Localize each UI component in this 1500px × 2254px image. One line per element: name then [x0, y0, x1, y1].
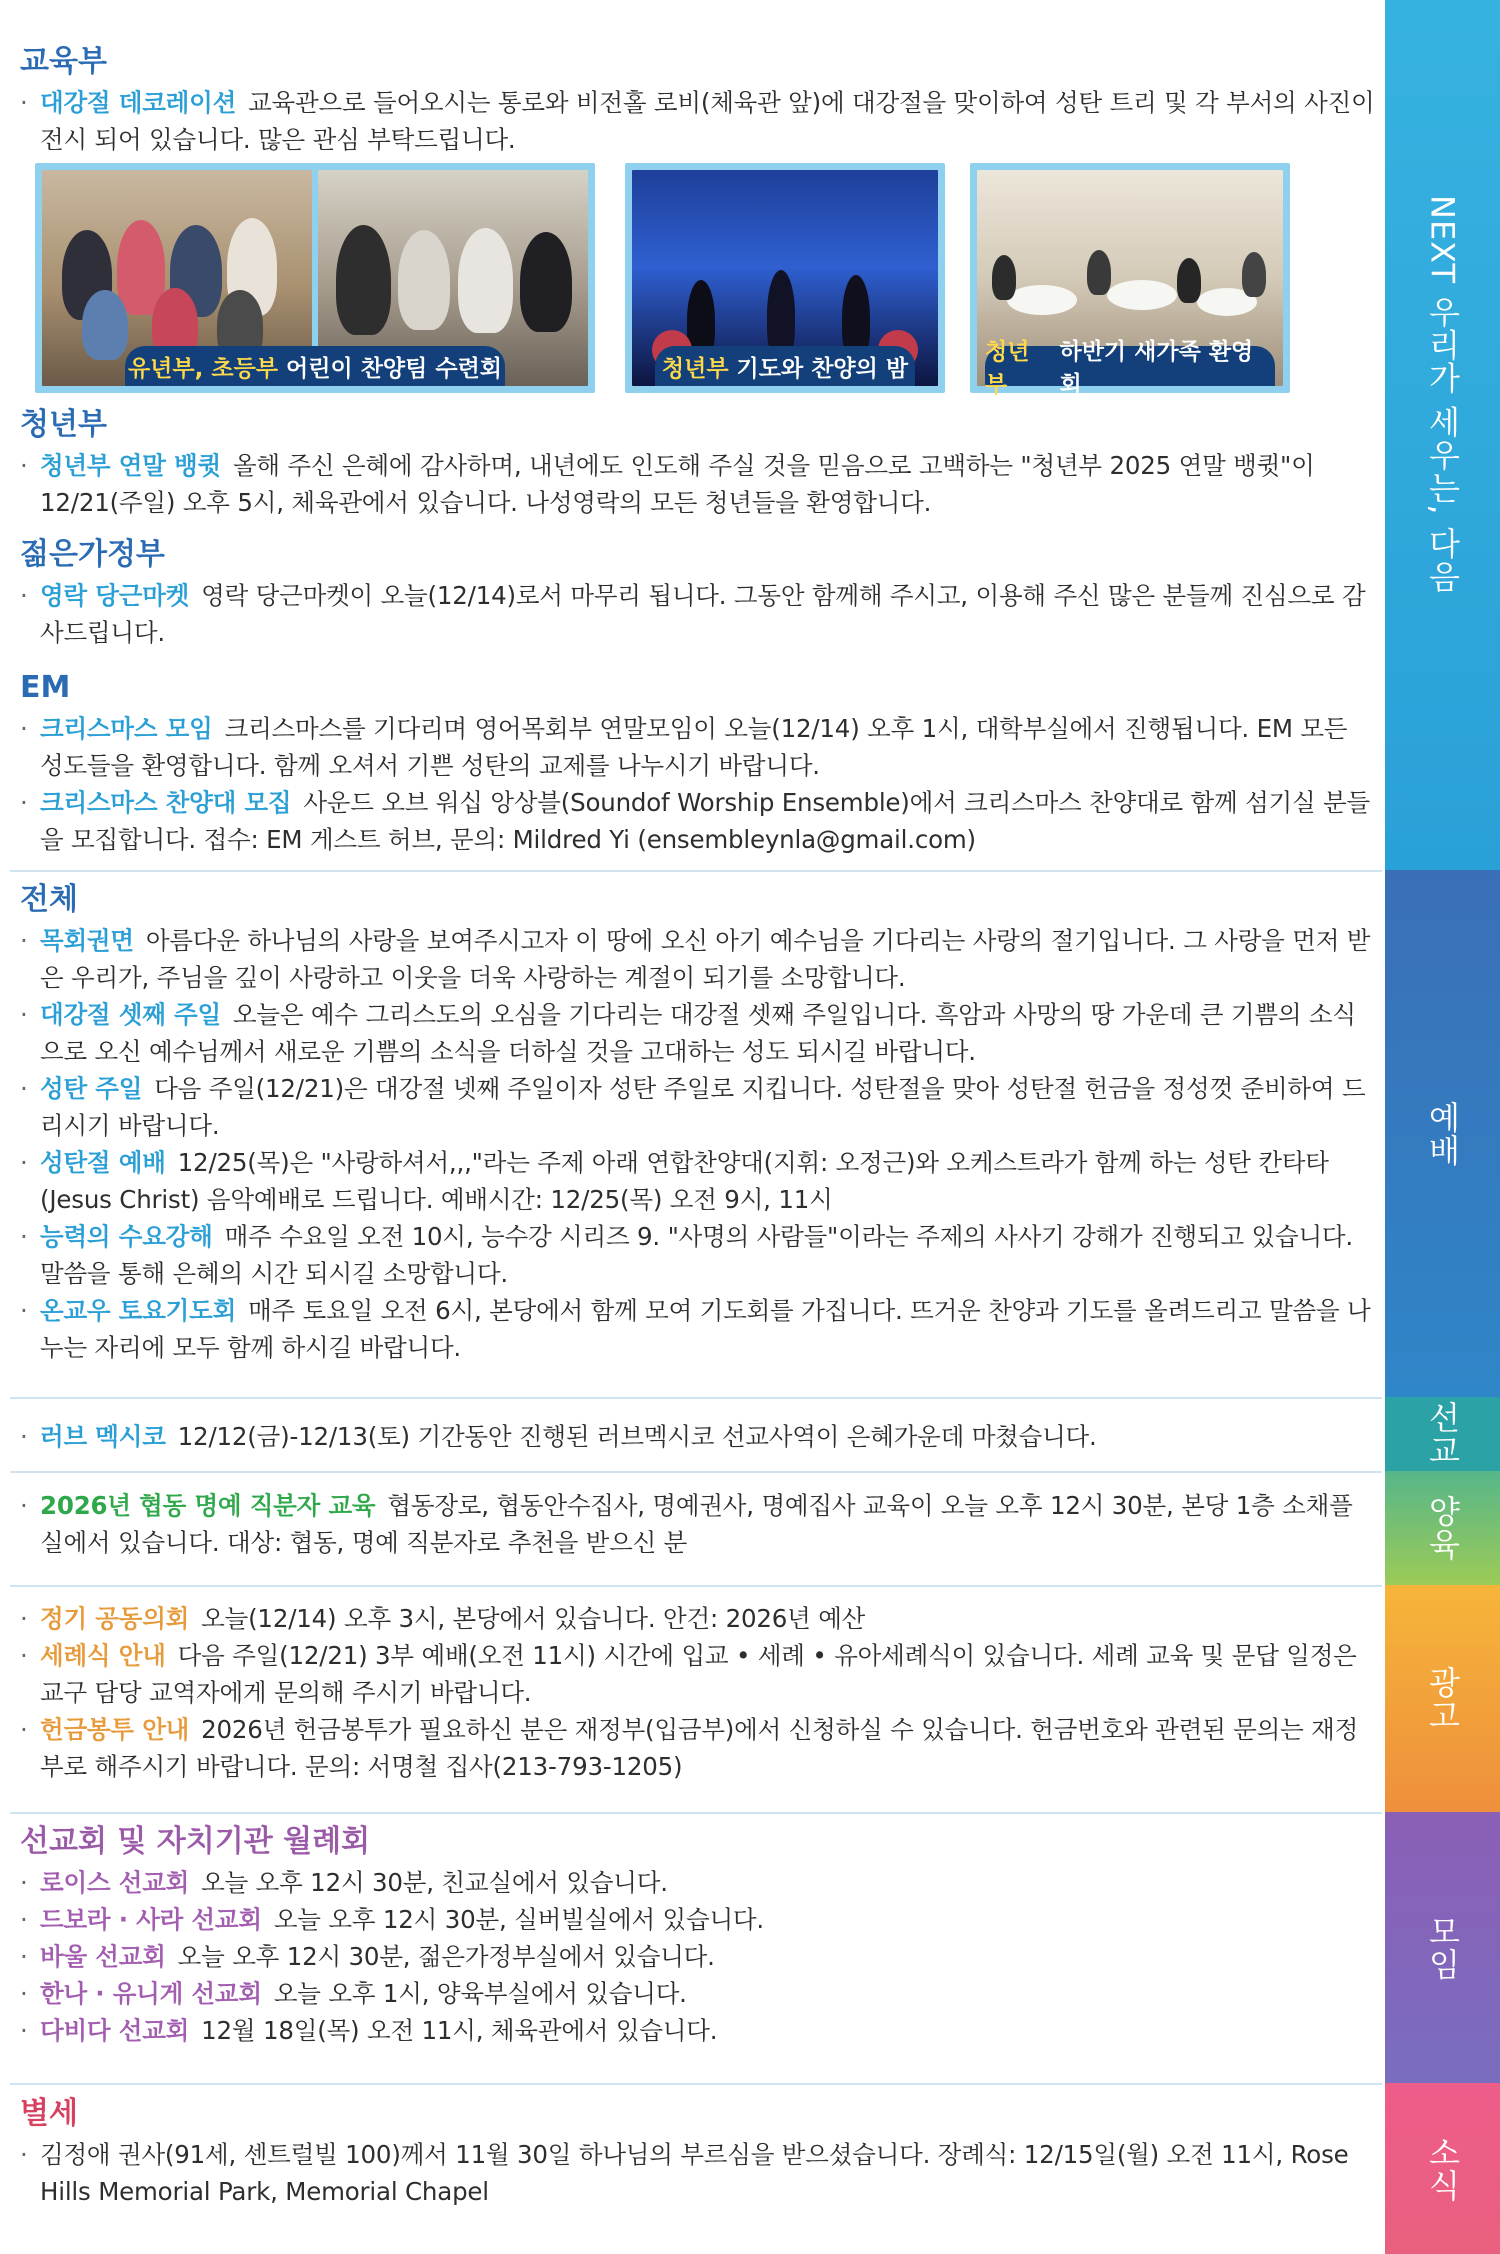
item-text: 올해 주신 은혜에 감사하며, 내년에도 인도해 주실 것을 믿음으로 고백하는 "청년부 2025 연말 뱅큇"이 12/21(주일) 오후 5시, 체육관에서 있습니다. 나성영락의 모든 청년들을 환영합니다. — [40, 451, 1315, 517]
tab-news[interactable] — [1385, 2083, 1500, 2254]
notice-section — [20, 1600, 1375, 1785]
tab-nurture[interactable] — [1385, 1471, 1500, 1585]
item-text: 교육관으로 들어오시는 통로와 비전홀 로비(체육관 앞)에 대강절을 맞이하여 성탄 트리 및 각 부서의 사진이 전시 되어 있습니다. 많은 관심 부탁드립니다. — [40, 88, 1375, 154]
item-text: 12/12(금)-12/13(토) 기간동안 진행된 러브멕시코 선교사역이 은혜가운데 마쳤습니다. — [177, 1422, 1097, 1451]
item-text: 오늘은 예수 그리스도의 오심을 기다리는 대강절 셋째 주일입니다. 흑암과 사망의 땅 가운데 큰 기쁨의 소식으로 오신 예수님께서 새로운 기쁨의 소식을 더하실 것을 고대하는 성도 되시길 바랍니다. — [40, 1000, 1356, 1066]
list-item: · 능력의 수요강해 매주 수요일 오전 10시, 능수강 시리즈 9. "사명의 사람들"이라는 주제의 사사기 강해가 진행되고 있습니다. 말씀을 통해 은혜의 시간 되시길 소망합니다. — [20, 1222, 1353, 1288]
photo-frame-kids — [35, 163, 595, 393]
tab-worship[interactable] — [1385, 870, 1500, 1397]
item-text: 2026년 헌금봉투가 필요하신 분은 재정부(입금부)에서 신청하실 수 있습니다. 헌금번호와 관련된 문의는 재정부로 해주시기 바랍니다. 문의: 서명철 집사(213-793-1205) — [40, 1715, 1359, 1781]
item-keyword: 헌금봉투 안내 — [40, 1715, 190, 1744]
item-keyword: 정기 공동의회 — [40, 1604, 190, 1633]
all-title: 전체 — [20, 882, 78, 917]
list-item: · 목회권면 아름다운 하나님의 사랑을 보여주시고자 이 땅에 오신 아기 예수님을 기다리는 사랑의 절기입니다. 그 사랑을 먼저 받은 우리가, 주님을 깊이 사랑하고 이웃을 더욱 사랑하는 계절이 되기를 소망합니다. — [20, 926, 1371, 992]
photo-frame-youth-welcome — [970, 163, 1290, 398]
list-item: · 영락 당근마켓 영락 당근마켓이 오늘(12/14)로서 마무리 됩니다. 그동안 함께해 주시고, 이용해 주신 많은 분들께 진심으로 감사드립니다. — [20, 581, 1366, 647]
item-text: 오늘 오후 1시, 양육부실에서 있습니다. — [273, 1979, 687, 2008]
young-family-section — [20, 535, 1375, 651]
item-text: 아름다운 하나님의 사랑을 보여주시고자 이 땅에 오신 아기 예수님을 기다리는 사랑의 절기입니다. 그 사랑을 먼저 받은 우리가, 주님을 깊이 사랑하고 이웃을 더욱 사랑하는 계절이 되기를 소망합니다. — [40, 926, 1371, 992]
section-divider — [10, 870, 1382, 872]
list-item: · 김정애 권사(91세, 센트럴빌 100)께서 11월 30일 하나님의 부르심을 받으셨습니다. 장례식: 12/15일(월) 오전 11시, Rose Hills Memorial Park, Memorial Chapel — [20, 2140, 1349, 2206]
list-item: · 청년부 연말 뱅큇 올해 주신 은혜에 감사하며, 내년에도 인도해 주실 것을 믿음으로 고백하는 "청년부 2025 연말 뱅큇"이 12/21(주일) 오후 5시, 체육관에서 있습니다. 나성영락의 모든 청년들을 환영합니다. — [20, 451, 1315, 517]
item-text: 오늘 오후 12시 30분, 실버빌실에서 있습니다. — [273, 1905, 764, 1934]
photo-caption-youth-worship: 청년부 기도와 찬양의 밤 — [655, 346, 915, 386]
item-text: 김정애 권사(91세, 센트럴빌 100)께서 11월 30일 하나님의 부르심을 받으셨습니다. 장례식: 12/15일(월) 오전 11시, Rose Hills Memorial Park, Memorial Chapel — [40, 2140, 1349, 2206]
item-keyword: 청년부 연말 뱅큇 — [40, 451, 221, 480]
item-text: 협동장로, 협동안수집사, 명예권사, 명예집사 교육이 오늘 오후 12시 30분, 본당 1층 소채플실에서 있습니다. 대상: 협동, 명예 직분자로 추천을 받으신 분 — [40, 1491, 1353, 1557]
list-item: · 크리스마스 모임 크리스마스를 기다리며 영어목회부 연말모임이 오늘(12/14) 오후 1시, 대학부실에서 진행됩니다. EM 모든 성도들을 환영합니다. 함께 오셔서 기쁜 성탄의 교제를 나누시기 바랍니다. — [20, 714, 1348, 780]
meetings-title: 선교회 및 자치기관 월례회 — [20, 1824, 371, 1859]
list-item: · 성탄 주일 다음 주일(12/21)은 대강절 넷째 주일이자 성탄 주일로 지킵니다. 성탄절을 맞아 성탄절 헌금을 정성껏 준비하여 드리시기 바랍니다. — [20, 1074, 1366, 1140]
list-item: · 대강절 데코레이션 교육관으로 들어오시는 통로와 비전홀 로비(체육관 앞)에 대강절을 맞이하여 성탄 트리 및 각 부서의 사진이 전시 되어 있습니다. 많은 관심 부탁드립니다. — [20, 88, 1375, 154]
photo-frame-youth-worship — [625, 163, 945, 393]
tab-label: NEXT 우리가 세우는, 다음 — [1423, 195, 1462, 593]
item-keyword: 성탄절 예배 — [40, 1148, 166, 1177]
item-text: 영락 당근마켓이 오늘(12/14)로서 마무리 됩니다. 그동안 함께해 주시고, 이용해 주신 많은 분들께 진심으로 감사드립니다. — [40, 581, 1366, 647]
tab-label: 예배 — [1423, 1100, 1462, 1167]
item-keyword: 성탄 주일 — [40, 1074, 143, 1103]
list-item: · 다비다 선교회 12월 18일(목) 오전 11시, 체육관에서 있습니다. — [20, 2016, 718, 2045]
item-text: 크리스마스를 기다리며 영어목회부 연말모임이 오늘(12/14) 오후 1시, 대학부실에서 진행됩니다. EM 모든 성도들을 환영합니다. 함께 오셔서 기쁜 성탄의 교제를 나누시기 바랍니다. — [40, 714, 1348, 780]
education-section — [20, 42, 1375, 158]
section-divider — [10, 2083, 1382, 2085]
tab-notice[interactable] — [1385, 1585, 1500, 1812]
list-item: · 온교우 토요기도회 매주 토요일 오전 6시, 본당에서 함께 모여 기도회를 가집니다. 뜨거운 찬양과 기도를 올려드리고 말씀을 나누는 자리에 모두 함께 하시길 바랍니다. — [20, 1296, 1371, 1362]
item-text: 오늘 오후 12시 30분, 친교실에서 있습니다. — [201, 1868, 668, 1897]
item-keyword: 러브 멕시코 — [40, 1422, 166, 1451]
section-divider — [10, 1812, 1382, 1814]
item-text: 12월 18일(목) 오전 11시, 체육관에서 있습니다. — [201, 2016, 718, 2045]
tab-next[interactable] — [1385, 0, 1500, 870]
list-item: · 정기 공동의회 오늘(12/14) 오후 3시, 본당에서 있습니다. 안건: 2026년 예산 — [20, 1604, 866, 1633]
list-item: · 로이스 선교회 오늘 오후 12시 30분, 친교실에서 있습니다. — [20, 1868, 668, 1897]
item-text: 12/25(목)은 "사랑하셔서,,,"라는 주제 아래 연합찬양대(지휘: 오정근)와 오케스트라가 함께 하는 성탄 칸타타(Jesus Christ) 음악예배로 드립니다. 예배시간: 12/25(목) 오전 9시, 11시 — [40, 1148, 1329, 1214]
tab-meetings[interactable] — [1385, 1812, 1500, 2083]
photo-caption-youth-welcome: 청년부 하반기 새가족 환영회 — [985, 346, 1275, 386]
item-text: 다음 주일(12/21)은 대강절 넷째 주일이자 성탄 주일로 지킵니다. 성탄절을 맞아 성탄절 헌금을 정성껏 준비하여 드리시기 바랍니다. — [40, 1074, 1366, 1140]
list-item: · 크리스마스 찬양대 모집 사운드 오브 워십 앙상블(Soundof Worship Ensemble)에서 크리스마스 찬양대로 함께 섬기실 분들을 모집합니다. 접수: EM 게스트 허브, 문의: Mildred Yi (ensembleynla@gmail.com) — [20, 788, 1371, 854]
tab-label: 선교 — [1423, 1401, 1462, 1467]
item-keyword: 바울 선교회 — [40, 1942, 166, 1971]
item-text: 매주 토요일 오전 6시, 본당에서 함께 모여 기도회를 가집니다. 뜨거운 찬양과 기도를 올려드리고 말씀을 나누는 자리에 모두 함께 하시길 바랍니다. — [40, 1296, 1371, 1362]
item-keyword: 한나 · 유니게 선교회 — [40, 1979, 262, 2008]
item-keyword: 대강절 데코레이션 — [40, 88, 237, 117]
item-keyword: 영락 당근마켓 — [40, 581, 190, 610]
nurture-section — [20, 1487, 1375, 1561]
youth-section — [20, 405, 1375, 521]
item-keyword: 대강절 셋째 주일 — [40, 1000, 221, 1029]
em-title: EM — [20, 670, 71, 705]
item-keyword: 크리스마스 모임 — [40, 714, 213, 743]
tab-label: 광고 — [1423, 1665, 1462, 1732]
tab-label: 양육 — [1423, 1495, 1462, 1561]
em-section — [20, 668, 1375, 858]
item-text: 다음 주일(12/21) 3부 예배(오전 11시) 시간에 입교 • 세례 • 유아세례식이 있습니다. 세례 교육 및 문답 일정은 교구 담당 교역자에게 문의해 주시기 바랍니다. — [40, 1641, 1357, 1707]
item-keyword: 크리스마스 찬양대 모집 — [40, 788, 292, 817]
list-item: · 성탄절 예배 12/25(목)은 "사랑하셔서,,,"라는 주제 아래 연합찬양대(지휘: 오정근)와 오케스트라가 함께 하는 성탄 칸타타(Jesus Christ) 음악예배로 드립니다. 예배시간: 12/25(목) 오전 9시, 11시 — [20, 1148, 1329, 1214]
list-item: · 바울 선교회 오늘 오후 12시 30분, 젊은가정부실에서 있습니다. — [20, 1942, 715, 1971]
all-section — [20, 880, 1375, 1366]
section-divider — [10, 1471, 1382, 1473]
education-title: 교육부 — [20, 44, 107, 79]
list-item: · 드보라 · 사라 선교회 오늘 오후 12시 30분, 실버빌실에서 있습니다. — [20, 1905, 764, 1934]
list-item: · 러브 멕시코 12/12(금)-12/13(토) 기간동안 진행된 러브멕시코 선교사역이 은혜가운데 마쳤습니다. — [20, 1422, 1097, 1451]
list-item: · 헌금봉투 안내 2026년 헌금봉투가 필요하신 분은 재정부(입금부)에서 신청하실 수 있습니다. 헌금번호와 관련된 문의는 재정부로 해주시기 바랍니다. 문의: 서명철 집사(213-793-1205) — [20, 1715, 1359, 1781]
item-keyword: 온교우 토요기도회 — [40, 1296, 237, 1325]
item-text: 매주 수요일 오전 10시, 능수강 시리즈 9. "사명의 사람들"이라는 주제의 사사기 강해가 진행되고 있습니다. 말씀을 통해 은혜의 시간 되시길 소망합니다. — [40, 1222, 1353, 1288]
photo-caption-kids: 유년부, 초등부 어린이 찬양팀 수련회 — [125, 346, 505, 386]
list-item: · 대강절 셋째 주일 오늘은 예수 그리스도의 오심을 기다리는 대강절 셋째 주일입니다. 흑암과 사망의 땅 가운데 큰 기쁨의 소식으로 오신 예수님께서 새로운 기쁨의 소식을 더하실 것을 고대하는 성도 되시길 바랍니다. — [20, 1000, 1356, 1066]
tab-label: 소식 — [1423, 2135, 1462, 2202]
list-item: · 세례식 안내 다음 주일(12/21) 3부 예배(오전 11시) 시간에 입교 • 세례 • 유아세례식이 있습니다. 세례 교육 및 문답 일정은 교구 담당 교역자에게 문의해 주시기 바랍니다. — [20, 1641, 1357, 1707]
youth-title: 청년부 — [20, 407, 107, 442]
item-keyword: 목회권면 — [40, 926, 134, 955]
tab-mission[interactable] — [1385, 1397, 1500, 1471]
category-sidebar — [1385, 0, 1500, 2254]
meetings-section — [20, 1822, 1375, 2049]
item-text: 사운드 오브 워십 앙상블(Soundof Worship Ensemble)에서 크리스마스 찬양대로 함께 섬기실 분들을 모집합니다. 접수: EM 게스트 허브, 문의: Mildred Yi (ensembleynla@gmail.com) — [40, 788, 1371, 854]
tab-label: 모임 — [1423, 1914, 1462, 1981]
item-keyword: 다비다 선교회 — [40, 2016, 190, 2045]
item-keyword: 로이스 선교회 — [40, 1868, 190, 1897]
item-keyword: 능력의 수요강해 — [40, 1222, 213, 1251]
list-item: · 한나 · 유니게 선교회 오늘 오후 1시, 양육부실에서 있습니다. — [20, 1979, 687, 2008]
mission-section — [20, 1418, 1375, 1455]
section-divider — [10, 1397, 1382, 1399]
list-item: · 2026년 협동 명예 직분자 교육 협동장로, 협동안수집사, 명예권사, 명예집사 교육이 오늘 오후 12시 30분, 본당 1층 소채플실에서 있습니다. 대상: 협동, 명예 직분자로 추천을 받으신 분 — [20, 1491, 1353, 1557]
obituary-section — [20, 2094, 1375, 2210]
item-text: 오늘 오후 12시 30분, 젊은가정부실에서 있습니다. — [177, 1942, 715, 1971]
item-keyword: 드보라 · 사라 선교회 — [40, 1905, 262, 1934]
obituary-title: 별세 — [20, 2096, 78, 2131]
item-text: 오늘(12/14) 오후 3시, 본당에서 있습니다. 안건: 2026년 예산 — [201, 1604, 866, 1633]
item-keyword: 세례식 안내 — [40, 1641, 166, 1670]
young-family-title: 젊은가정부 — [20, 537, 165, 572]
section-divider — [10, 1585, 1382, 1587]
item-keyword: 2026년 협동 명예 직분자 교육 — [40, 1491, 376, 1520]
